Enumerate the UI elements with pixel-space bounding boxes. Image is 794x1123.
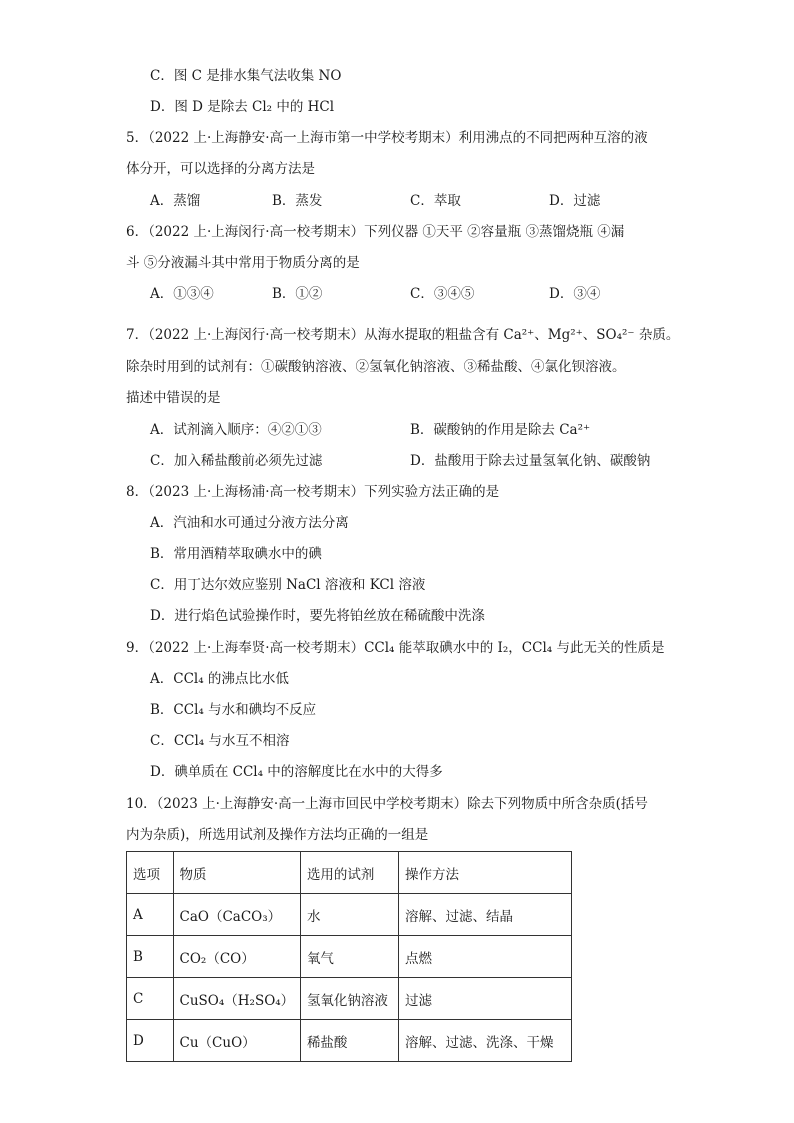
question-7-stem-cont: 除杂时用到的试剂有：①碳酸钠溶液、②氢氧化钠溶液、③稀盐酸、④氯化钡溶液。 [126, 359, 626, 375]
table-header-cell: 操作方法 [399, 852, 572, 894]
question-10-stem-cont: 内为杂质)，所选用试剂及操作方法均正确的一组是 [126, 827, 429, 843]
question-5-stem: 5．（2022 上·上海静安·高一上海市第一中学校考期末）利用沸点的不同把两种互溶的液 [126, 130, 648, 146]
question-7-option-a: A．试剂滴入顺序：④②①③ [150, 422, 322, 438]
table-cell: D [127, 1020, 174, 1062]
table-cell: Cu（CuO） [173, 1020, 300, 1062]
question-8-option-a: A．汽油和水可通过分液方法分离 [150, 515, 349, 531]
question-8-stem: 8．（2023 上·上海杨浦·高一校考期末）下列实验方法正确的是 [126, 484, 500, 500]
question-6-option-b: B．①② [272, 286, 323, 302]
table-row [127, 936, 572, 978]
question-9-option-a: A．CCl₄ 的沸点比水低 [150, 671, 289, 687]
table-cell: B [127, 936, 174, 978]
table-cell: 溶解、过滤、洗涤、干燥 [399, 1020, 572, 1062]
table-cell: 过滤 [399, 978, 572, 1020]
question-7-option-b: B．碳酸钠的作用是除去 Ca²⁺ [410, 422, 591, 438]
table-cell: 溶解、过滤、结晶 [399, 894, 572, 936]
table-cell: 稀盐酸 [300, 1020, 398, 1062]
question-9-option-b: B．CCl₄ 与水和碘均不反应 [150, 702, 317, 718]
table-header-cell: 物质 [173, 852, 300, 894]
table-row [127, 894, 572, 936]
table-cell: CO₂（CO） [173, 936, 300, 978]
table-row [127, 1020, 572, 1062]
question-5-stem-cont: 体分开，可以选择的分离方法是 [126, 161, 315, 177]
question-5-option-b: B．蒸发 [272, 193, 323, 209]
question-8-option-c: C．用丁达尔效应鉴别 NaCl 溶液和 KCl 溶液 [150, 577, 426, 593]
table-header-cell: 选用的试剂 [300, 852, 398, 894]
question-9-option-d: D．碘单质在 CCl₄ 中的溶解度比在水中的大得多 [150, 764, 443, 780]
question-9-option-c: C．CCl₄ 与水互不相溶 [150, 733, 290, 749]
question-7-stem: 7．（2022 上·上海闵行·高一校考期末）从海水提取的粗盐含有 Ca²⁺、Mg²⁺、SO₄²⁻ 杂质。 [126, 327, 680, 343]
table-cell: 水 [300, 894, 398, 936]
question-5-option-a: A．蒸馏 [150, 193, 201, 209]
question-8-option-b: B．常用酒精萃取碘水中的碘 [150, 546, 322, 562]
table-row [127, 978, 572, 1020]
question-6-option-d: D．③④ [549, 286, 601, 302]
question-8-option-d: D．进行焰色试验操作时，要先将铂丝放在稀硫酸中洗涤 [150, 608, 485, 624]
question-7-option-d: D．盐酸用于除去过量氢氧化钠、碳酸钠 [410, 453, 651, 469]
table-header-row [127, 852, 572, 894]
question-7-option-c: C．加入稀盐酸前必须先过滤 [150, 453, 323, 469]
question-5-option-c: C．萃取 [410, 193, 461, 209]
question-9-stem: 9．（2022 上·上海奉贤·高一校考期末）CCl₄ 能萃取碘水中的 I₂，CCl₄ 与此无关的性质是 [126, 640, 665, 656]
question-10-options-table [126, 851, 572, 1062]
question-4-option-c: C．图 C 是排水集气法收集 NO [150, 68, 342, 84]
table-cell: CuSO₄（H₂SO₄） [173, 978, 300, 1020]
question-6-stem-cont: 斗 ⑤分液漏斗其中常用于物质分离的是 [126, 255, 360, 271]
table-cell: CaO（CaCO₃） [173, 894, 300, 936]
question-10-stem: 10．（2023 上·上海静安·高一上海市回民中学校考期末）除去下列物质中所含杂质(括号 [126, 796, 648, 812]
question-5-option-d: D．过滤 [549, 193, 601, 209]
question-7-stem-cont2: 描述中错误的是 [126, 390, 221, 406]
table-cell: C [127, 978, 174, 1020]
table-cell: 氢氧化钠溶液 [300, 978, 398, 1020]
question-6-option-c: C．③④⑤ [410, 286, 475, 302]
question-6-stem: 6．（2022 上·上海闵行·高一校考期末）下列仪器 ①天平 ②容量瓶 ③蒸馏烧瓶 ④漏 [126, 224, 625, 240]
table-cell: 氧气 [300, 936, 398, 978]
question-6-option-a: A．①③④ [150, 286, 214, 302]
table-header-cell: 选项 [127, 852, 174, 894]
table-cell: A [127, 894, 174, 936]
question-4-option-d: D．图 D 是除去 Cl₂ 中的 HCl [150, 99, 335, 115]
table-cell: 点燃 [399, 936, 572, 978]
